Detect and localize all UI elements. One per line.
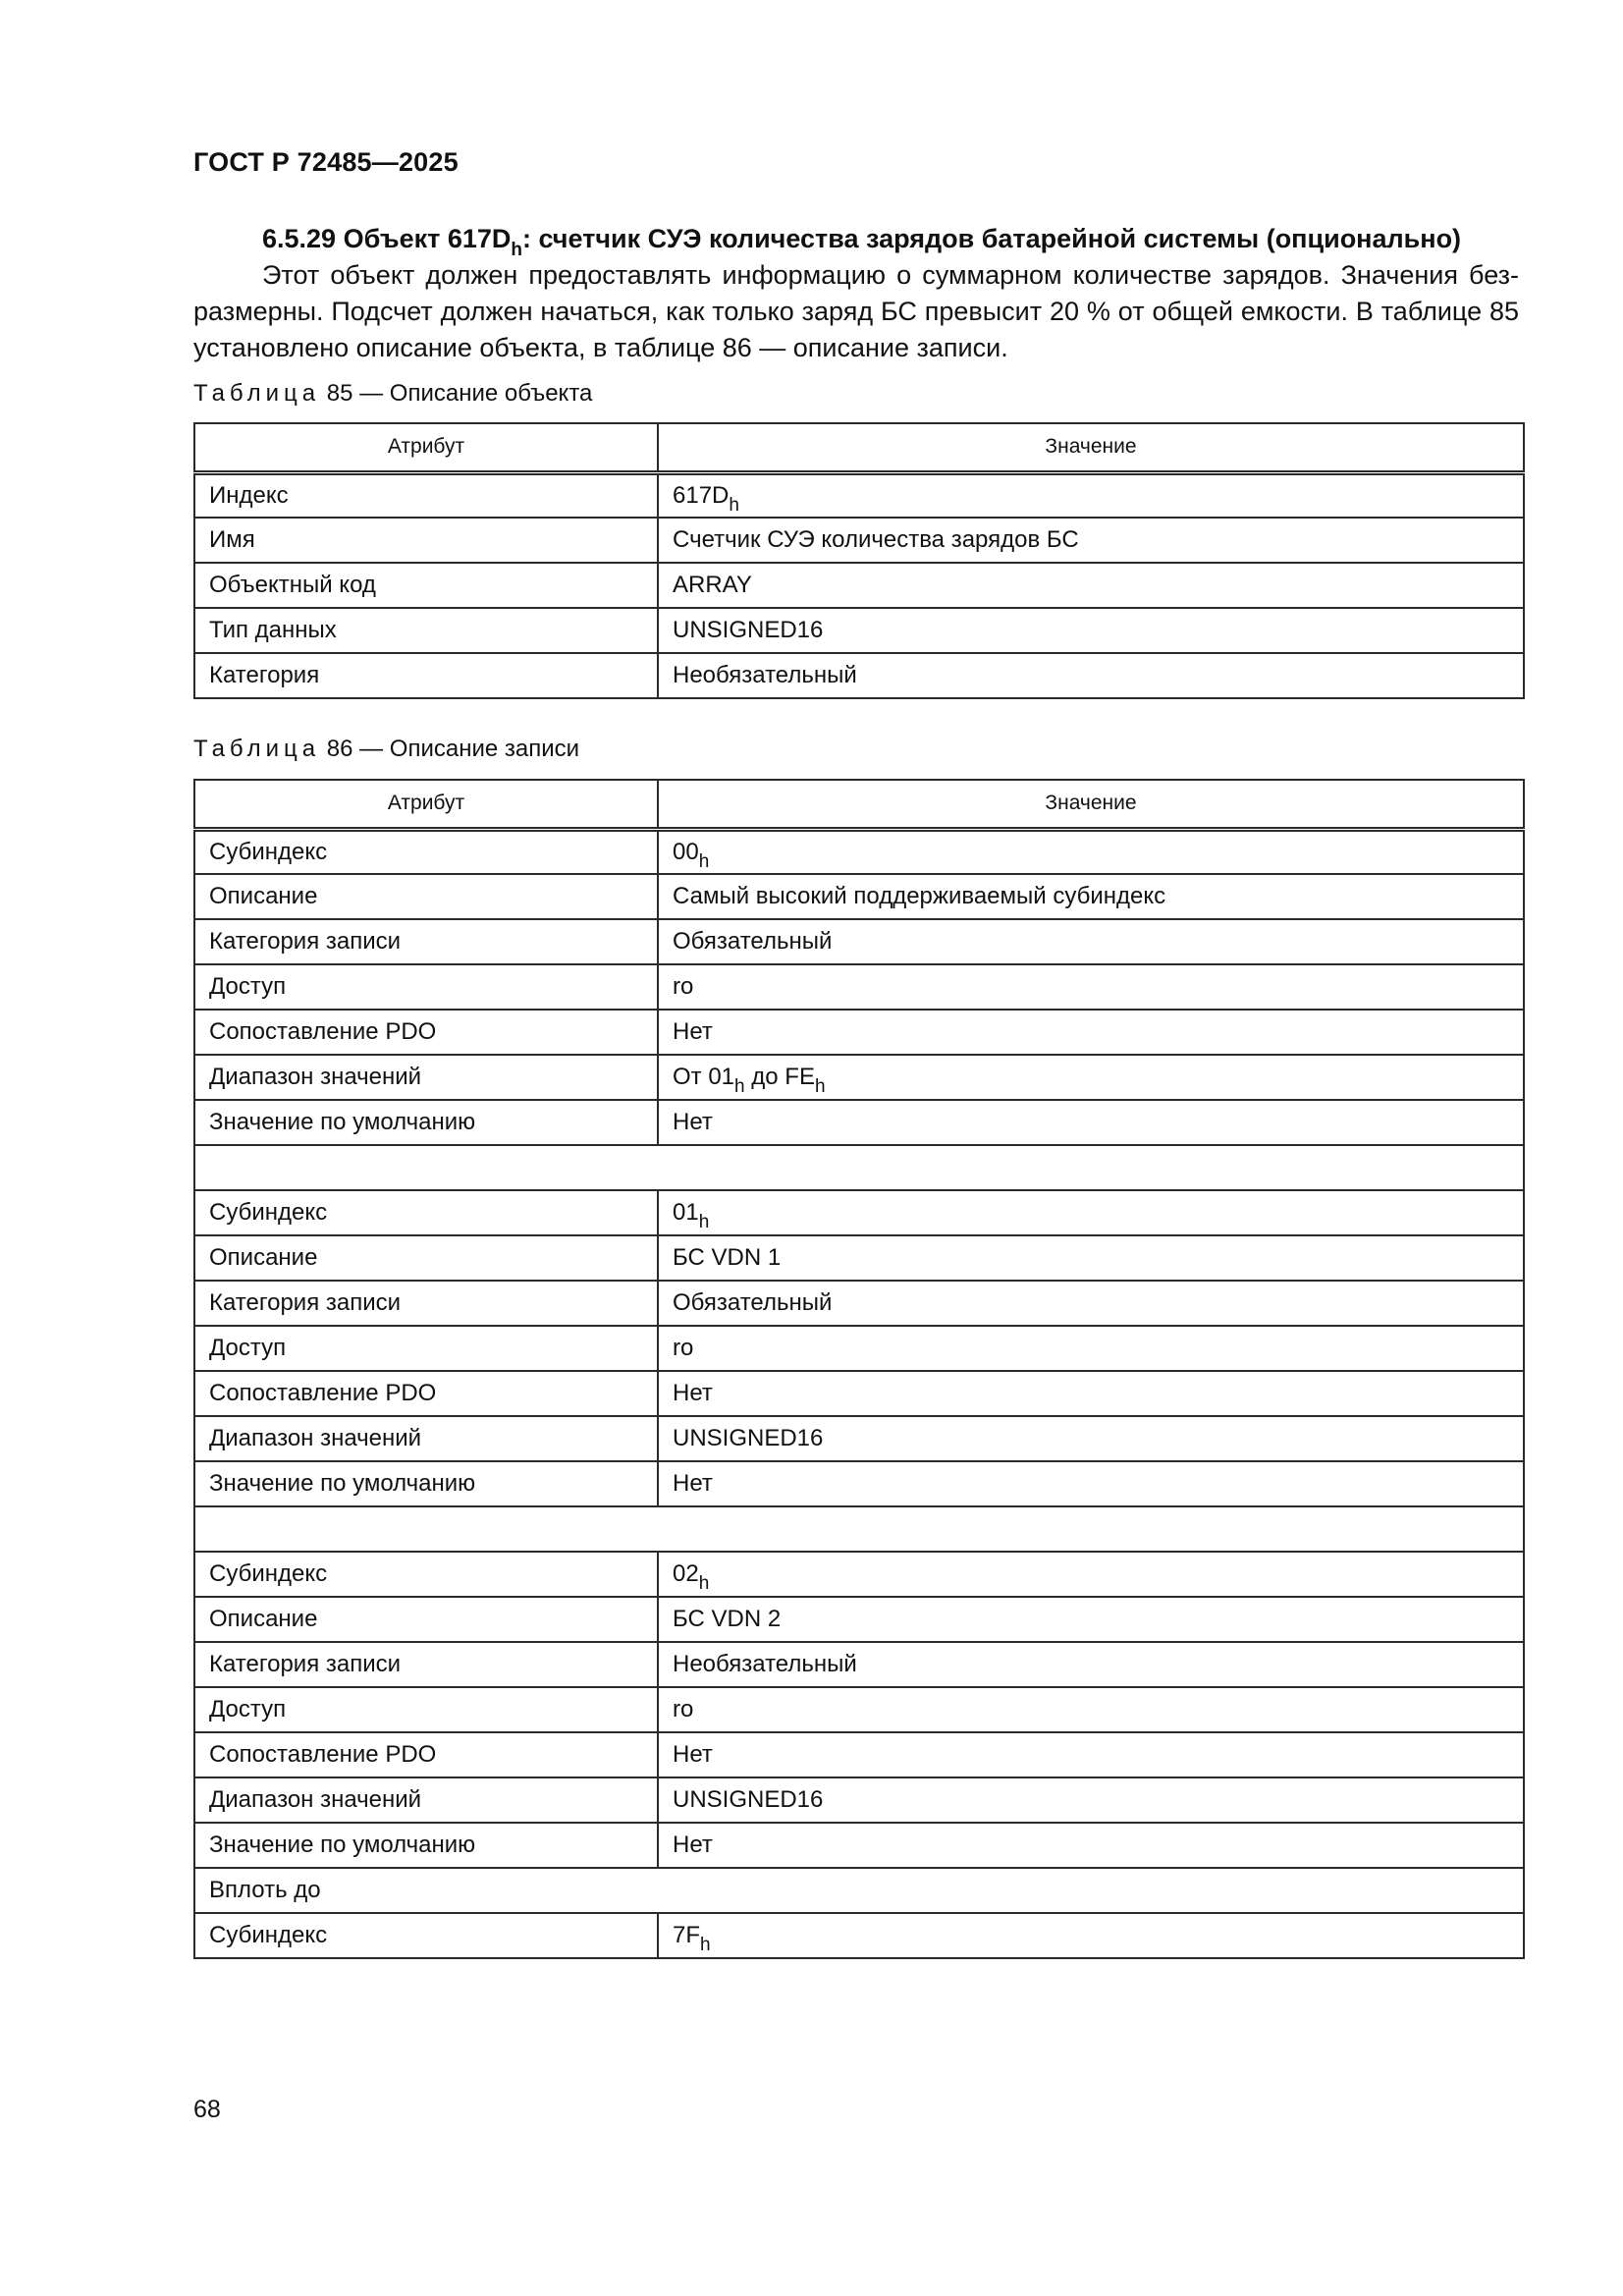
value-cell (658, 518, 1524, 563)
table-row (194, 1010, 1524, 1055)
value-text: UNSIGNED16 (673, 1786, 824, 1813)
value-text: ARRAY (673, 572, 752, 598)
attribute-cell: Значение по умолчанию (194, 1100, 658, 1145)
value-cell (658, 1687, 1524, 1732)
value-text: 01 (673, 1199, 699, 1226)
header-value: Значение (658, 423, 1524, 472)
separator-cell (194, 1145, 1524, 1190)
value-cell (658, 608, 1524, 653)
table-86 (193, 779, 1525, 1959)
value-cell (658, 874, 1524, 919)
table-row (194, 1416, 1524, 1461)
value-cell (658, 1281, 1524, 1326)
span-cell: Вплоть до (194, 1868, 1524, 1913)
table-row (194, 1687, 1524, 1732)
table-row (194, 1055, 1524, 1100)
attribute-cell: Имя (194, 518, 658, 563)
attribute-cell: Описание (194, 1597, 658, 1642)
table-row-span (194, 1868, 1524, 1913)
caption-word: Таблица (193, 380, 321, 407)
table-row (194, 1823, 1524, 1868)
attribute-cell: Категория (194, 653, 658, 698)
table-row (194, 1190, 1524, 1235)
section-title (193, 221, 1519, 260)
table-86-caption (193, 736, 579, 763)
value-cell (658, 919, 1524, 964)
section-paragraph: Этот объект должен предоставлять информацию о суммарном количестве зарядов. Значения безразмерны. Подсчет должен начаться, как только заряд БС превысит 20 % от общей емкости. В таблице 85 установлено описание объекта, в таблице 86 — описание записи. (193, 260, 1519, 362)
attribute-cell: Тип данных (194, 608, 658, 653)
value-cell (658, 1235, 1524, 1281)
value-cell (658, 653, 1524, 698)
section-6-5-29 (193, 221, 1519, 366)
table-row (194, 1777, 1524, 1823)
value-cell (658, 1913, 1524, 1958)
value-text: Нет (673, 1470, 713, 1497)
value-text: Нет (673, 1109, 713, 1135)
value-cell (658, 964, 1524, 1010)
value-text: Нет (673, 1018, 713, 1045)
value-cell (658, 1777, 1524, 1823)
attribute-cell: Доступ (194, 1326, 658, 1371)
value-cell (658, 1326, 1524, 1371)
attribute-cell: Субиндекс (194, 1190, 658, 1235)
header-attribute: Атрибут (194, 780, 658, 829)
value-cell (658, 829, 1524, 874)
table-row (194, 874, 1524, 919)
value-subscript: h (734, 1076, 745, 1097)
attribute-cell: Диапазон значений (194, 1777, 658, 1823)
value-text: ro (673, 1696, 694, 1722)
value-subscript: h (729, 494, 739, 516)
attribute-cell: Субиндекс (194, 829, 658, 874)
value-cell (658, 1055, 1524, 1100)
title-subscript: h (511, 240, 522, 260)
table-row (194, 608, 1524, 653)
header-attribute: Атрибут (194, 423, 658, 472)
table-row (194, 563, 1524, 608)
value-cell (658, 563, 1524, 608)
value-cell (658, 1371, 1524, 1416)
value-text: UNSIGNED16 (673, 1425, 824, 1451)
table-row (194, 1642, 1524, 1687)
table-row (194, 653, 1524, 698)
table-row (194, 1100, 1524, 1145)
table-row-separator (194, 1145, 1524, 1190)
value-cell (658, 1100, 1524, 1145)
value-text: От 01 (673, 1064, 735, 1090)
attribute-cell: Категория записи (194, 1642, 658, 1687)
table-row (194, 919, 1524, 964)
page-number: 68 (193, 2096, 221, 2123)
value-text: Обязательный (673, 1289, 833, 1316)
attribute-cell: Значение по умолчанию (194, 1823, 658, 1868)
attribute-cell: Значение по умолчанию (194, 1461, 658, 1506)
attribute-cell: Описание (194, 1235, 658, 1281)
table-row-separator (194, 1506, 1524, 1552)
value-text: Нет (673, 1831, 713, 1858)
value-cell (658, 1597, 1524, 1642)
value-text: ro (673, 973, 694, 1000)
caption-word: Таблица (193, 736, 321, 762)
value-subscript: h (698, 1573, 710, 1594)
value-text: 7F (673, 1922, 701, 1948)
attribute-cell: Доступ (194, 964, 658, 1010)
value-text: Обязательный (673, 928, 833, 955)
table-row (194, 829, 1524, 874)
attribute-cell: Диапазон значений (194, 1416, 658, 1461)
value-cell (658, 1732, 1524, 1777)
header-value: Значение (658, 780, 1524, 829)
value-text: Нет (673, 1380, 713, 1406)
table-row (194, 472, 1524, 518)
value-cell (658, 472, 1524, 518)
table-row (194, 1235, 1524, 1281)
attribute-cell: Сопоставление PDO (194, 1371, 658, 1416)
attribute-cell: Объектный код (194, 563, 658, 608)
value-text: UNSIGNED16 (673, 617, 824, 643)
value-subscript: h (700, 1935, 711, 1955)
attribute-cell: Диапазон значений (194, 1055, 658, 1100)
table-row (194, 1552, 1524, 1597)
value-cell (658, 1823, 1524, 1868)
attribute-cell: Доступ (194, 1687, 658, 1732)
value-subscript: h (698, 1212, 710, 1232)
value-text: БС VDN 2 (673, 1606, 782, 1632)
value-cell (658, 1642, 1524, 1687)
attribute-cell: Сопоставление PDO (194, 1732, 658, 1777)
attribute-cell: Категория записи (194, 1281, 658, 1326)
value-text: до FE (744, 1064, 815, 1090)
table-row (194, 1597, 1524, 1642)
value-text: ro (673, 1335, 694, 1361)
table-row (194, 518, 1524, 563)
value-subscript: h (814, 1076, 826, 1097)
attribute-cell: Категория записи (194, 919, 658, 964)
value-text: 617D (673, 481, 730, 509)
table-row (194, 1371, 1524, 1416)
value-text: Нет (673, 1741, 713, 1768)
table-row (194, 1461, 1524, 1506)
table-row (194, 1913, 1524, 1958)
value-text: Необязательный (673, 1651, 857, 1677)
value-text: Необязательный (673, 662, 857, 688)
value-text: БС VDN 1 (673, 1244, 782, 1271)
value-text: 02 (673, 1560, 699, 1587)
table-header-row (194, 423, 1524, 472)
value-cell (658, 1461, 1524, 1506)
value-text: Самый высокий поддерживаемый субиндекс (673, 883, 1166, 909)
attribute-cell: Сопоставление PDO (194, 1010, 658, 1055)
value-cell (658, 1190, 1524, 1235)
value-text: 00 (673, 838, 699, 865)
table-row (194, 1732, 1524, 1777)
attribute-cell: Индекс (194, 472, 658, 518)
table-85 (193, 422, 1525, 699)
value-cell (658, 1416, 1524, 1461)
attribute-cell: Субиндекс (194, 1552, 658, 1597)
caption-text: 85 — Описание объекта (320, 380, 593, 407)
value-cell (658, 1552, 1524, 1597)
value-text: Счетчик СУЭ количества зарядов БС (673, 526, 1079, 553)
table-row (194, 1326, 1524, 1371)
attribute-cell: Описание (194, 874, 658, 919)
title-text-rest: : счетчик СУЭ количества зарядов батарейной системы (опционально) (522, 224, 1462, 253)
title-text: 6.5.29 Объект 617D (262, 224, 512, 253)
value-cell (658, 1010, 1524, 1055)
separator-cell (194, 1506, 1524, 1552)
table-header-row (194, 780, 1524, 829)
table-row (194, 964, 1524, 1010)
attribute-cell: Субиндекс (194, 1913, 658, 1958)
table-row (194, 1281, 1524, 1326)
document-header: ГОСТ Р 72485—2025 (193, 147, 459, 177)
caption-text: 86 — Описание записи (320, 736, 580, 762)
value-subscript: h (698, 850, 710, 872)
table-85-caption (193, 380, 592, 408)
